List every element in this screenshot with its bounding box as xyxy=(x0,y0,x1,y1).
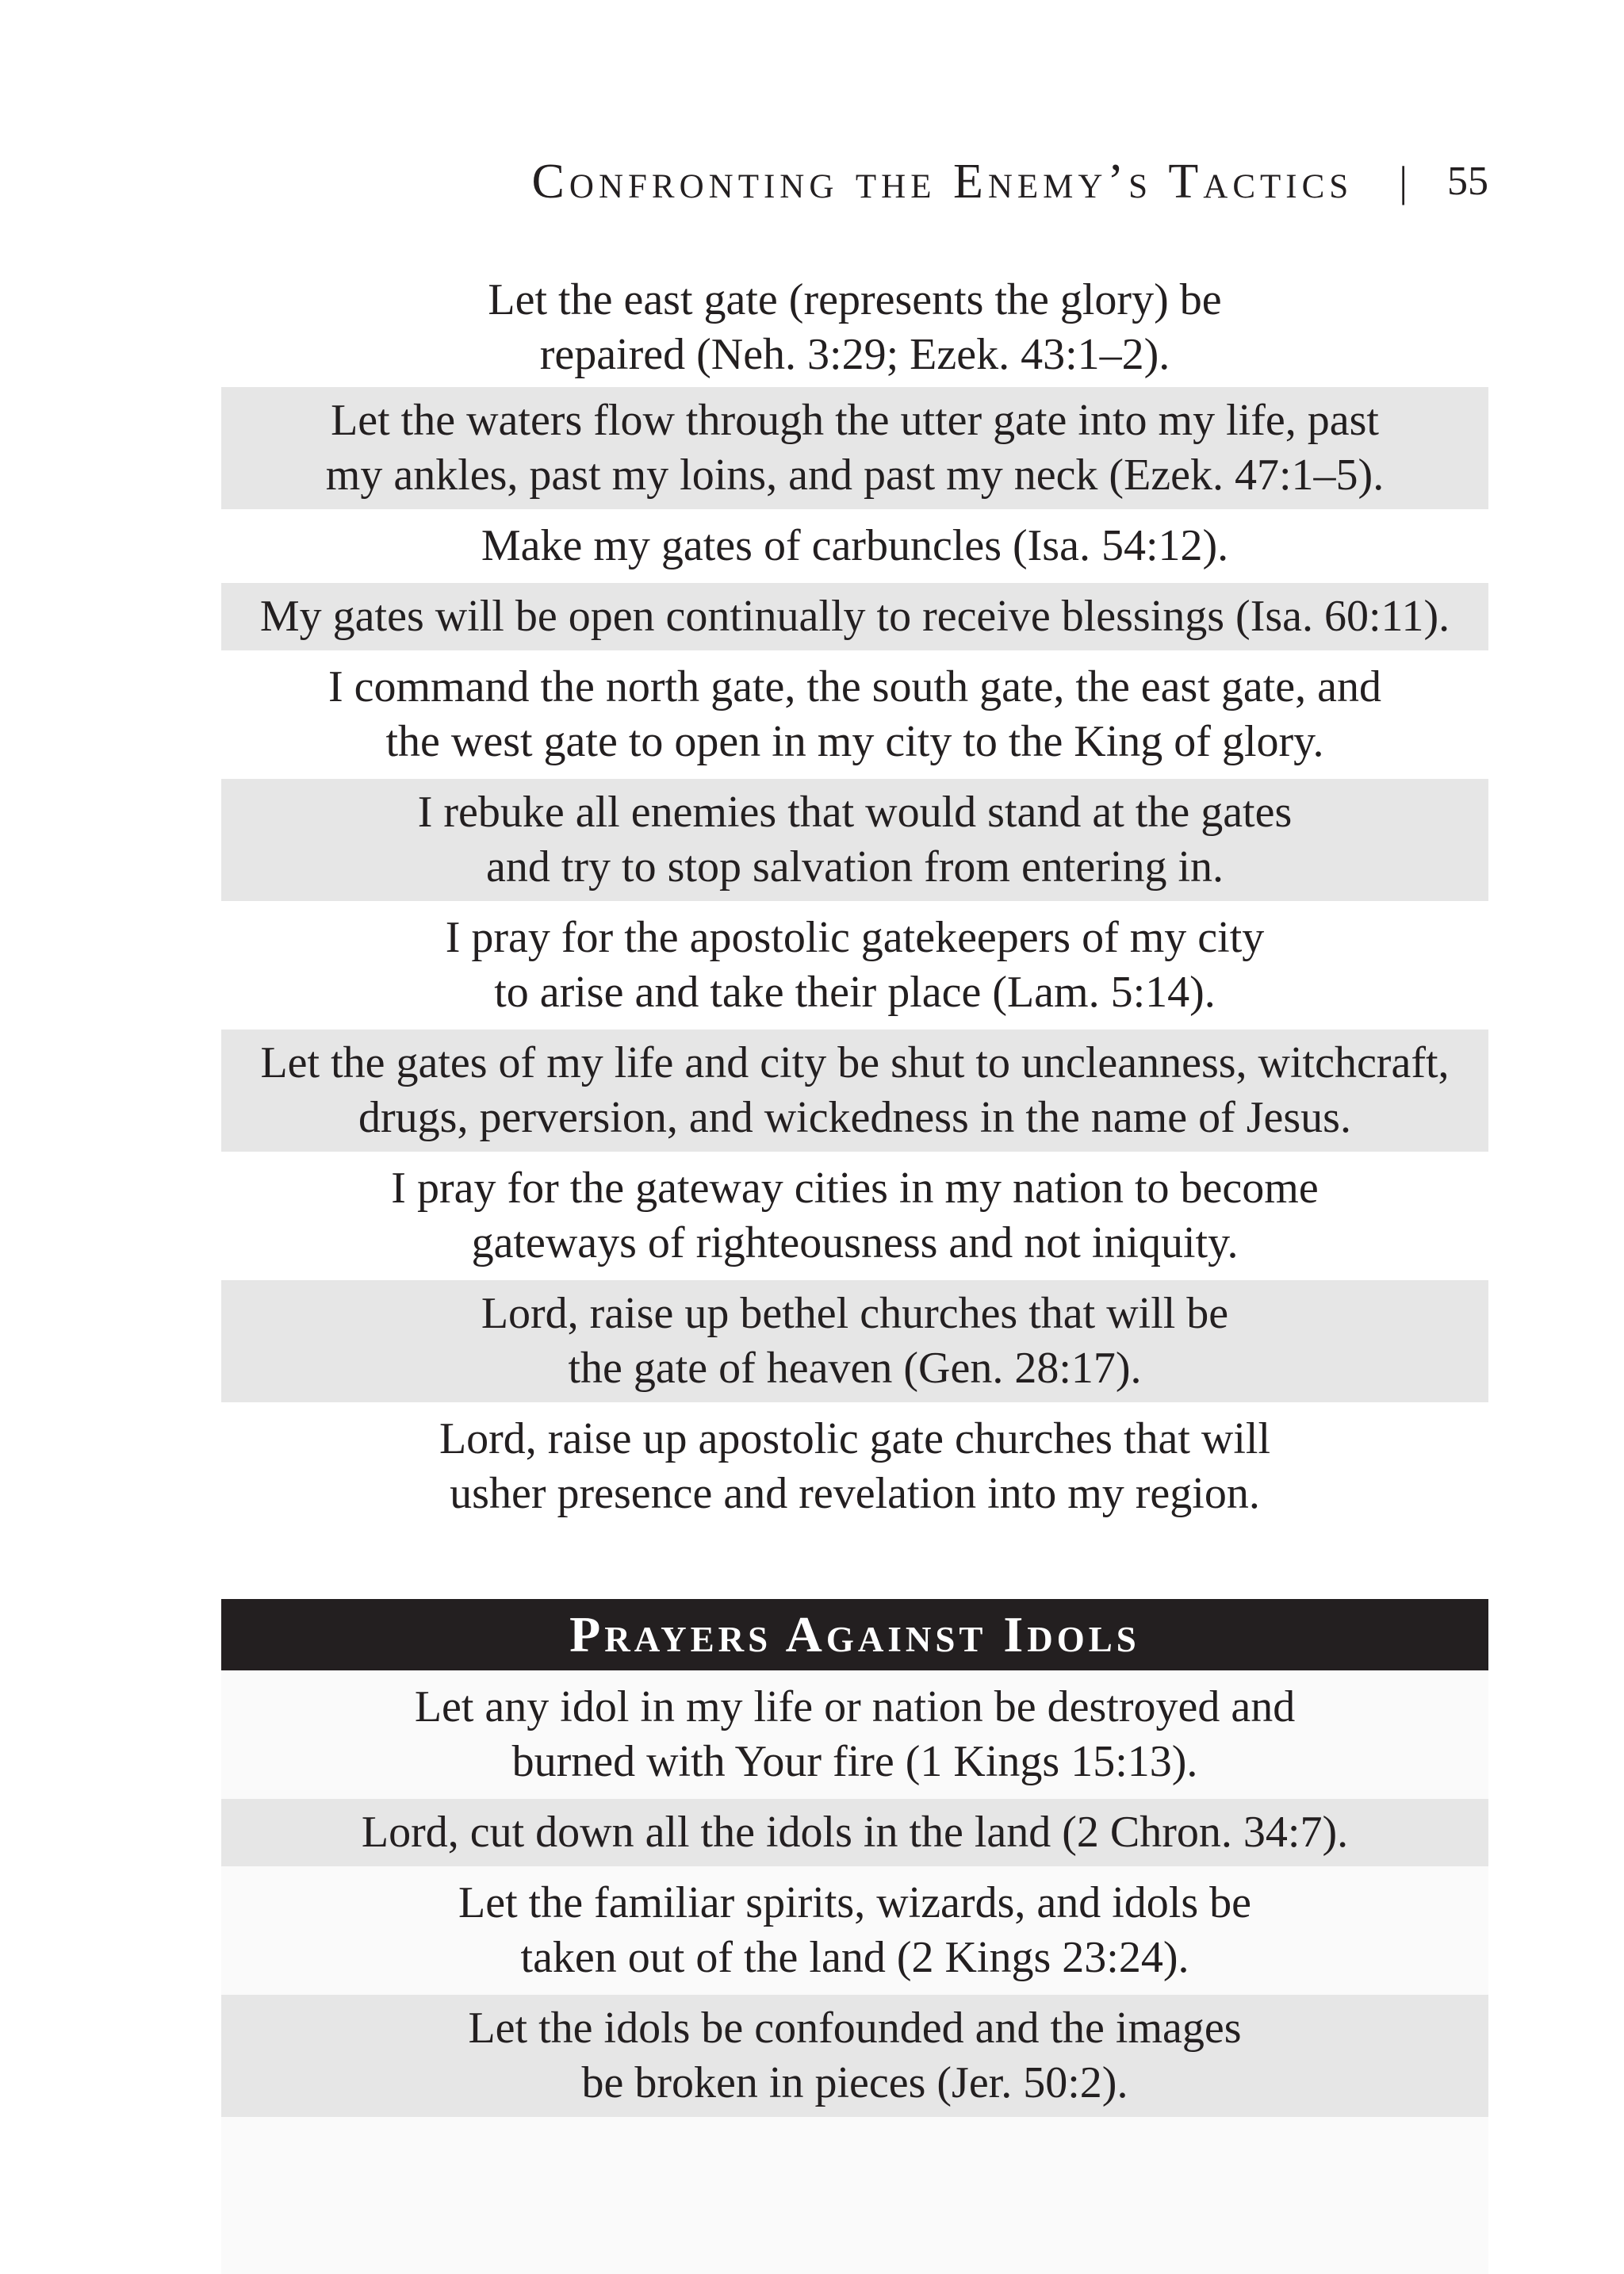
prayer-row xyxy=(221,583,1488,650)
prayer-row xyxy=(221,904,1488,1026)
prayer-row xyxy=(221,512,1488,580)
prayer-line: Let the east gate (represents the glory) be xyxy=(488,275,1222,324)
prayer-line: My gates will be open continually to receive blessings (Isa. 60:11). xyxy=(259,592,1450,641)
prayer-line: and try to stop salvation from entering in. xyxy=(485,842,1224,892)
prayer-line: the west gate to open in my city to the King of glory. xyxy=(385,717,1324,766)
prayer-row xyxy=(221,1405,1488,1528)
prayer-line: I pray for the apostolic gatekeepers of my city xyxy=(445,913,1265,962)
gates-prayer-list xyxy=(221,273,1488,1531)
prayer-line: I pray for the gateway cities in my nation to become xyxy=(391,1164,1319,1213)
prayer-row xyxy=(221,1869,1488,1992)
prayer-line: usher presence and revelation into my region. xyxy=(450,1469,1260,1518)
prayer-line: gateways of righteousness and not iniquity. xyxy=(471,1218,1239,1267)
prayer-line: Lord, raise up apostolic gate churches that will xyxy=(439,1414,1271,1463)
prayer-line: Let the gates of my life and city be shut to uncleanness, witchcraft, xyxy=(260,1038,1450,1087)
prayer-line: Let the idols be confounded and the images xyxy=(468,2004,1242,2053)
prayer-row xyxy=(221,1995,1488,2117)
prayer-row xyxy=(221,1799,1488,1866)
prayer-line: to arise and take their place (Lam. 5:14). xyxy=(494,968,1216,1017)
prayer-line: burned with Your fire (1 Kings 15:13). xyxy=(511,1737,1198,1786)
prayer-line: the gate of heaven (Gen. 28:17). xyxy=(568,1344,1142,1393)
running-title: Confronting the Enemy’s Tactics xyxy=(531,155,1354,209)
prayer-row xyxy=(221,1674,1488,1796)
prayer-line: Make my gates of carbuncles (Isa. 54:12). xyxy=(481,521,1229,570)
prayer-line: repaired (Neh. 3:29; Ezek. 43:1–2). xyxy=(539,330,1170,379)
prayer-line: taken out of the land (2 Kings 23:24). xyxy=(520,1933,1189,1982)
section-heading-bar xyxy=(221,1599,1488,1670)
prayer-line: Lord, raise up bethel churches that will be xyxy=(481,1289,1229,1338)
prayer-line: be broken in pieces (Jer. 50:2). xyxy=(581,2058,1128,2107)
header-separator: | xyxy=(1399,158,1408,205)
prayer-line: Let the familiar spirits, wizards, and idols be xyxy=(458,1878,1251,1927)
prayer-line: drugs, perversion, and wickedness in the name of Jesus. xyxy=(358,1093,1351,1142)
prayer-line: Lord, cut down all the idols in the land (2 Chron. 34:7). xyxy=(361,1808,1349,1857)
prayer-row xyxy=(221,387,1488,509)
prayer-row xyxy=(221,654,1488,776)
prayer-line: Let the waters flow through the utter gate into my life, past xyxy=(331,396,1379,445)
prayer-row xyxy=(221,1280,1488,1402)
prayer-line: my ankles, past my loins, and past my neck (Ezek. 47:1–5). xyxy=(325,451,1385,500)
prayer-line: I command the north gate, the south gate, the east gate, and xyxy=(327,662,1381,711)
running-header xyxy=(532,154,1488,209)
prayer-row xyxy=(221,779,1488,901)
prayer-row xyxy=(221,1155,1488,1277)
prayer-row xyxy=(221,273,1488,384)
page-number: 55 xyxy=(1447,159,1488,204)
prayer-line: I rebuke all enemies that would stand at the gates xyxy=(417,788,1293,837)
idols-section xyxy=(221,1599,1488,2274)
prayer-row xyxy=(221,1030,1488,1152)
section-title: Prayers Against Idols xyxy=(569,1606,1140,1662)
prayer-line: Let any idol in my life or nation be destroyed and xyxy=(414,1682,1296,1731)
